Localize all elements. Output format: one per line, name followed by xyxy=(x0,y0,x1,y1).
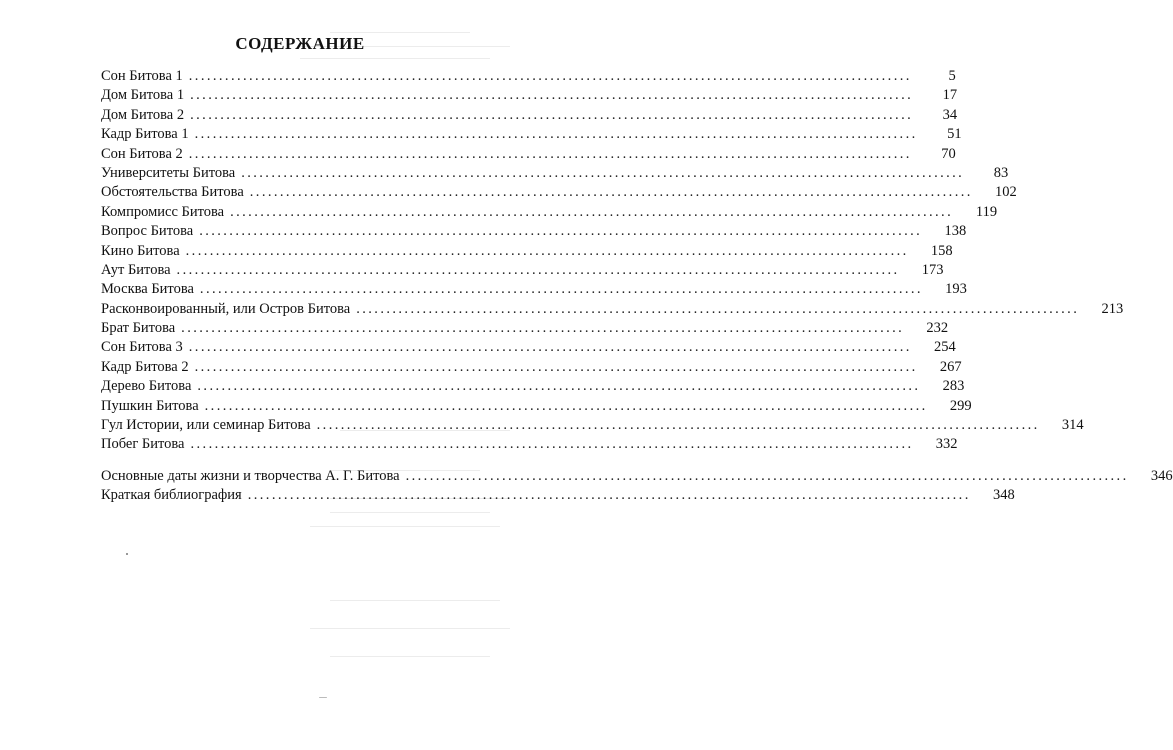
toc-entry-page: 299 xyxy=(949,397,972,414)
toc-entry-title: Обстоятельства Битова xyxy=(101,184,244,201)
toc-entry-title: Кадр Битова 1 xyxy=(101,126,189,143)
bleed-through-mark xyxy=(310,526,500,527)
page-title: СОДЕРЖАНИЕ xyxy=(235,34,365,53)
toc-entry-page: 5 xyxy=(948,68,956,84)
dot-leader: ........................................................................................................................ xyxy=(247,487,971,504)
dot-leader: ........................................................................................................................ xyxy=(197,378,921,395)
toc-entry-page: 119 xyxy=(975,203,998,220)
toc-entry-page: 138 xyxy=(944,223,967,240)
scan-speck xyxy=(319,697,327,698)
toc-entry-page: 102 xyxy=(995,184,1017,201)
toc-entry xyxy=(101,486,1015,505)
toc-entry-title: Краткая библиография xyxy=(101,487,242,504)
toc-entry xyxy=(101,86,958,105)
bleed-through-mark xyxy=(310,628,510,629)
toc-entry xyxy=(101,242,953,261)
scan-speck xyxy=(126,553,128,555)
toc-entry-title: Брат Битова xyxy=(101,320,176,337)
toc-entry-title: Сон Битова 3 xyxy=(101,339,183,356)
toc-entry xyxy=(101,261,944,280)
table-of-contents xyxy=(101,67,1173,506)
toc-entry-title: Гул Истории, или семинар Битова xyxy=(101,417,311,434)
toc-entry-title: Вопрос Битова xyxy=(101,223,194,240)
dot-leader: ........................................................................................................................ xyxy=(230,203,954,220)
dot-leader: ........................................................................................................................ xyxy=(181,320,905,337)
section-gap xyxy=(101,455,511,467)
toc-entry xyxy=(101,67,956,86)
toc-entry-title: Аут Битова xyxy=(101,261,171,278)
bleed-through-mark xyxy=(330,600,500,601)
toc-entry-title: Кадр Битова 2 xyxy=(101,358,189,375)
dot-leader: ........................................................................................................................ xyxy=(199,223,923,240)
dot-leader: ........................................................................................................................ xyxy=(194,126,918,143)
toc-entry-title: Сон Битова 1 xyxy=(101,68,183,84)
toc-entry-title: Основные даты жизни и творчества А. Г. Битова xyxy=(101,467,400,484)
toc-entry xyxy=(101,280,967,299)
toc-entry xyxy=(101,203,998,222)
dot-leader: ........................................................................................................................ xyxy=(241,164,965,181)
toc-entry xyxy=(101,377,965,396)
toc-entry-page: 70 xyxy=(941,145,956,162)
dot-leader: ........................................................................................................................ xyxy=(190,87,914,104)
dot-leader: ........................................................................................................................ xyxy=(249,184,973,201)
toc-entry-title: Дом Битова 1 xyxy=(101,87,185,104)
dot-leader: ........................................................................................................................ xyxy=(356,300,1080,317)
toc-entry-page: 232 xyxy=(926,320,949,337)
toc-entry-title: Сон Битова 2 xyxy=(101,145,183,162)
toc-entry xyxy=(101,183,1017,202)
toc-entry xyxy=(101,164,1009,183)
toc-entry-page: 83 xyxy=(993,164,1009,181)
toc-entry xyxy=(101,145,956,164)
toc-entry-title: Побег Битова xyxy=(101,436,185,453)
dot-leader: ........................................................................................................................ xyxy=(188,339,912,356)
dot-leader: ........................................................................................................................ xyxy=(194,358,918,375)
toc-entry xyxy=(101,358,962,377)
toc-entry-title: Москва Битова xyxy=(101,281,194,298)
toc-entry-page: 173 xyxy=(921,261,944,278)
dot-leader: ........................................................................................................................ xyxy=(190,436,914,453)
toc-entry-title: Университеты Битова xyxy=(101,164,236,181)
toc-entry xyxy=(101,435,958,454)
toc-entry-page: 213 xyxy=(1101,300,1124,317)
toc-entry xyxy=(101,467,1173,486)
toc-entry xyxy=(101,106,958,125)
bleed-through-mark xyxy=(330,512,490,513)
toc-entry-page: 332 xyxy=(935,436,958,453)
toc-entry xyxy=(101,416,1084,435)
toc-entry-title: Дом Битова 2 xyxy=(101,106,185,123)
dot-leader: ........................................................................................................................ xyxy=(405,467,1129,484)
bleed-through-mark xyxy=(300,58,490,59)
toc-entry-page: 283 xyxy=(942,378,965,395)
bleed-through-mark xyxy=(330,656,490,657)
dot-leader: ........................................................................................................................ xyxy=(185,242,909,259)
toc-entry-page: 158 xyxy=(930,242,953,259)
toc-entry xyxy=(101,300,1124,319)
toc-entry-page: 314 xyxy=(1061,417,1084,434)
toc-entry xyxy=(101,338,956,357)
toc-entry-page: 348 xyxy=(992,487,1015,504)
toc-entry-page: 254 xyxy=(934,339,956,356)
dot-leader: ........................................................................................................................ xyxy=(188,68,912,84)
toc-entry-page: 51 xyxy=(947,126,962,143)
toc-entry-page: 17 xyxy=(942,87,958,104)
dot-leader: ........................................................................................................................ xyxy=(190,106,914,123)
bleed-through-mark xyxy=(330,32,470,33)
toc-entry-title: Расконвоированный, или Остров Битова xyxy=(101,300,351,317)
toc-entry-page: 193 xyxy=(945,281,967,298)
dot-leader: ........................................................................................................................ xyxy=(176,261,900,278)
toc-entry-title: Дерево Битова xyxy=(101,378,192,395)
toc-entry xyxy=(101,222,967,241)
toc-entry xyxy=(101,397,972,416)
toc-entry-title: Кино Битова xyxy=(101,242,180,259)
dot-leader: ........................................................................................................................ xyxy=(316,417,1040,434)
dot-leader: ........................................................................................................................ xyxy=(204,397,928,414)
main-entries xyxy=(101,67,1124,455)
appendix-entries xyxy=(101,467,1173,506)
toc-entry xyxy=(101,125,962,144)
toc-entry-page: 346 xyxy=(1150,467,1173,484)
toc-entry-page: 34 xyxy=(942,106,958,123)
toc-entry-title: Компромисс Битова xyxy=(101,203,225,220)
toc-entry-page: 267 xyxy=(939,358,962,375)
toc-entry-title: Пушкин Битова xyxy=(101,397,199,414)
dot-leader: ........................................................................................................................ xyxy=(188,145,912,162)
dot-leader: ........................................................................................................................ xyxy=(199,281,923,298)
toc-entry xyxy=(101,319,949,338)
